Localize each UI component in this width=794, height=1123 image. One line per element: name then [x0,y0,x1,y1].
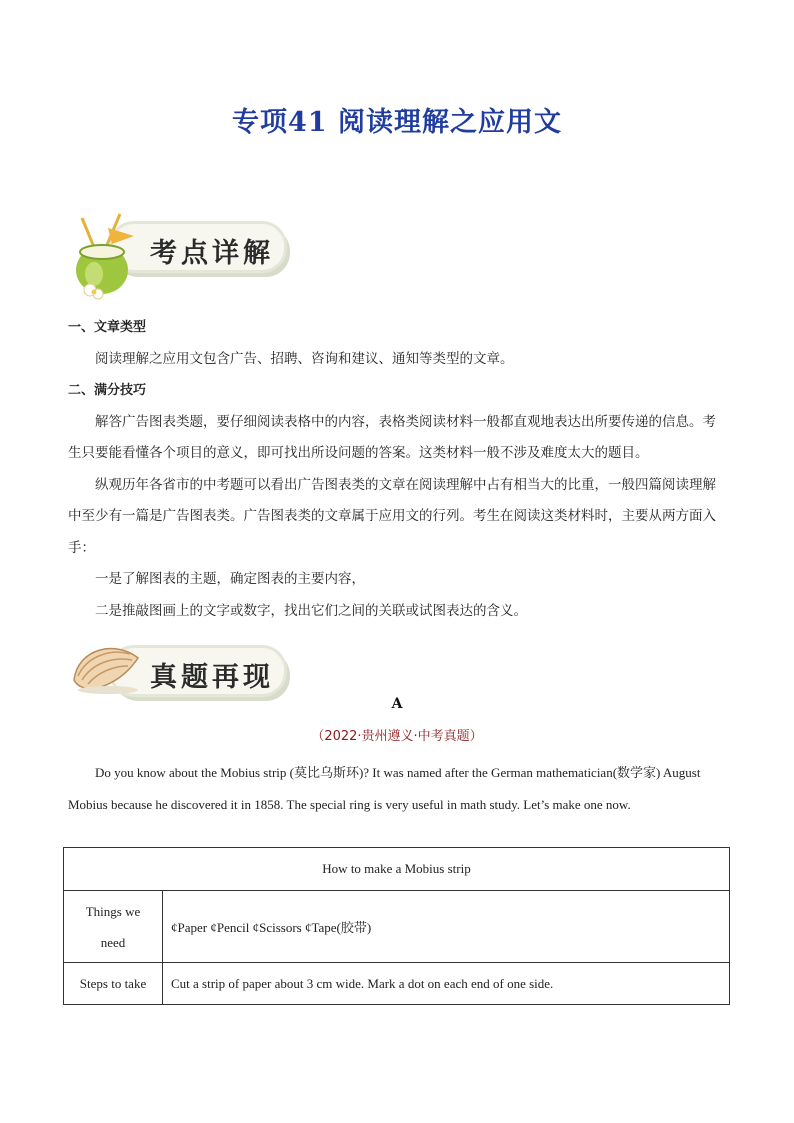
passage-source: （2022·贵州遵义·中考真题） [311,729,483,744]
table-row-content: Cut a strip of paper about 3 cm wide. Mark a dot on each end of one side. [163,963,730,1005]
banner-label: 考点详解 [150,238,274,269]
table-row-label: Things we need [64,891,163,963]
section-heading: 一、文章类型 [68,320,147,335]
table-row-label: Steps to take [64,963,163,1005]
seashell-icon [68,636,148,698]
table-row-content: ¢Paper ¢Pencil ¢Scissors ¢Tape(胶带) [163,891,730,963]
passage-label: A [391,696,403,712]
table-title: How to make a Mobius strip [64,848,730,891]
table-row [64,963,730,1005]
paragraph: 二是推敲图画上的文字或数字，找出它们之间的关联或试图表达的含义。 [95,602,527,619]
paragraph: 一是了解图表的主题，确定图表的主要内容， [95,571,365,587]
coconut-drink-icon [68,212,146,302]
passage-intro [68,757,728,820]
section-heading: 二、满分技巧 [68,383,147,398]
mobius-strip-table [63,847,730,1005]
section-text: 阅读理解之应用文包含广告、招聘、咨询和建议、通知等类型的文章。 [95,350,514,367]
section-article-types [68,312,728,627]
paragraph: 解答广告图表类题，要仔细阅读表格中的内容，表格类阅读材料一般都直观地表达出所要传递的信息。考生只要能看懂各个项目的意义，即可找出所设问题的答案。这类材料一般不涉及难度太大的题目。 [68,413,716,461]
banner-label: 真题再现 [150,662,274,693]
passage-intro-text: Do you know about the Mobius strip (莫比乌斯环)? It was named after the German mathematician(数学家) August Mobius because he discovered it in 1858. The special ring is very useful in math study. Let’s make one now. [68,765,701,812]
page-title: 专项41 阅读理解之应用文 [232,107,562,138]
table-row [64,891,730,963]
paragraph: 纵观历年各省市的中考题可以看出广告图表类的文章在阅读理解中占有相当大的比重，一般四篇阅读理解中至少有一篇是广告图表类。广告图表类的文章属于应用文的行列。考生在阅读这类材料时，主要从两方面入手： [68,476,716,556]
section-banner-zhenti [68,636,290,702]
section-banner-kaodian [68,212,290,278]
